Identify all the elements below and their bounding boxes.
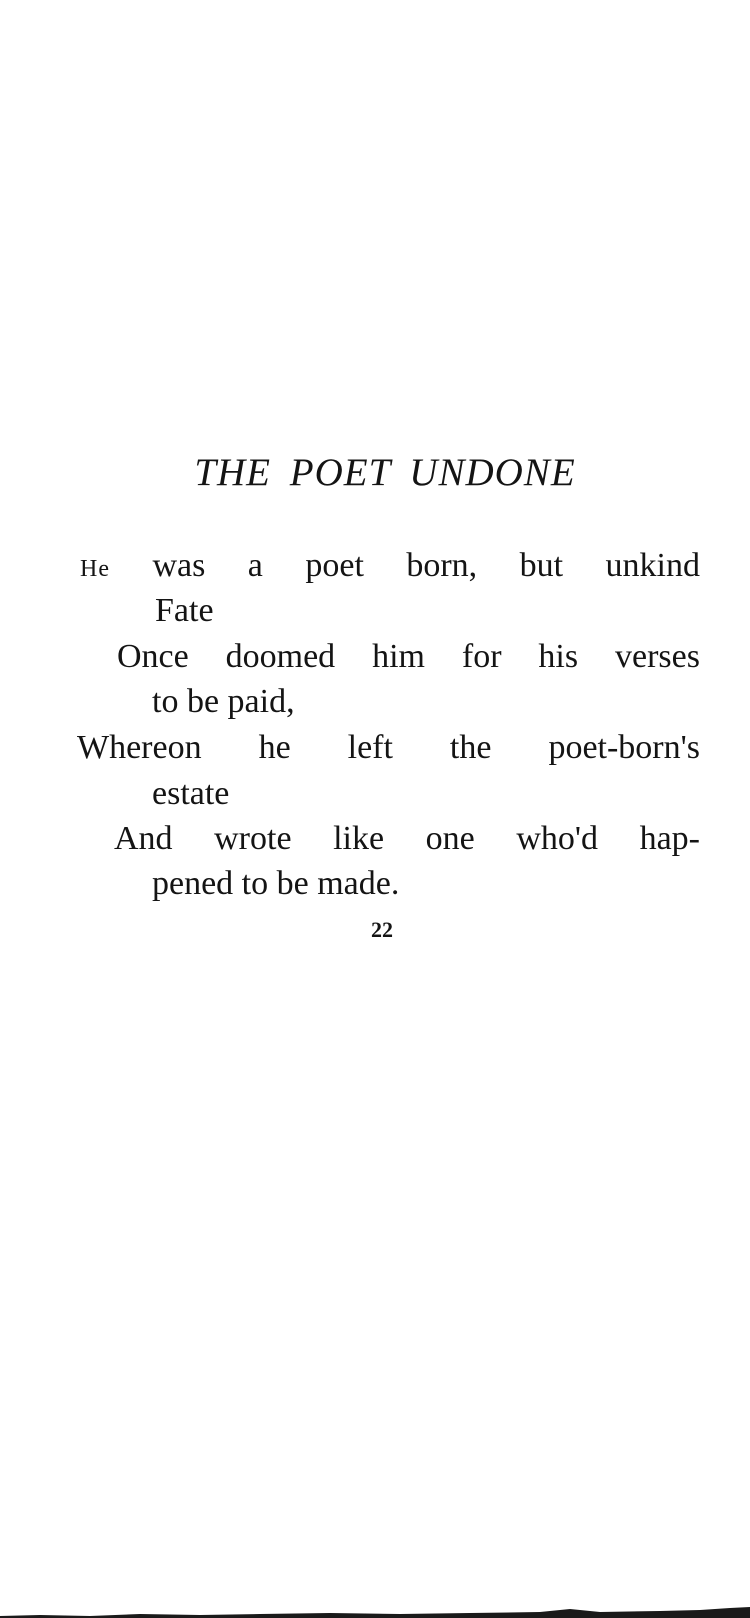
poem-line-3: Whereon he left the poet-born's [77, 729, 700, 766]
page-number: 22 [371, 917, 393, 942]
poem-title: THE POET UNDONE [194, 451, 576, 494]
poem-line-2: Once doomed him for his verses [117, 638, 700, 675]
poem-line-4: And wrote like one who'd hap- [114, 820, 700, 857]
poem-line-2-continuation: to be paid, [152, 683, 295, 720]
poem-line-1-continuation: Fate [155, 592, 214, 629]
poem-line-3-continuation: estate [152, 775, 230, 812]
page-bottom-edge-shadow [0, 1602, 750, 1618]
poem-line-4-continuation: pened to be made. [152, 865, 400, 902]
poem-line-1-text: was a poet born, but unkind [109, 547, 700, 584]
small-caps-opening: He [80, 556, 110, 582]
poem-line-1 [80, 547, 700, 585]
